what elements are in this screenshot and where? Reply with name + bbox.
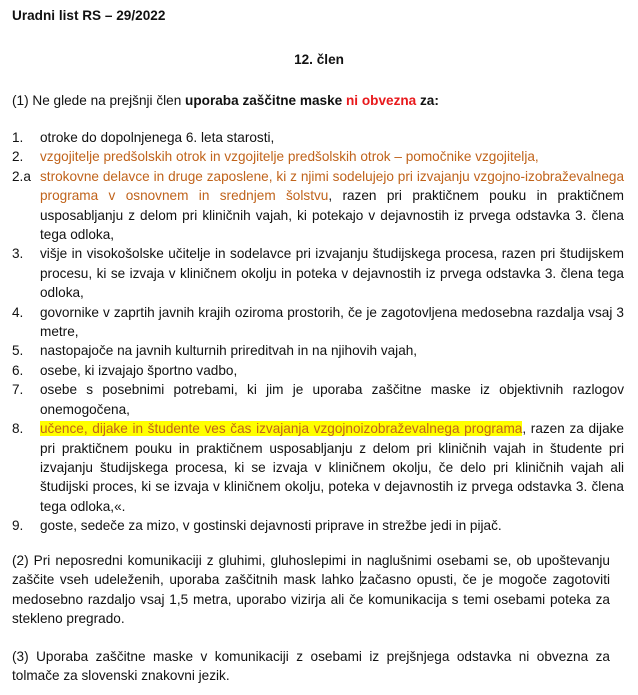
list-item-rest-text: , razen pri praktičnem pouku in praktičnem usposabljanju z delom pri kliničnih vajah, ki potekajo v dejavnostih iz prvega odstavka 3. člena tega odloka, xyxy=(40,188,624,243)
list-item xyxy=(12,419,624,516)
list-item xyxy=(12,303,624,342)
paragraph-1 xyxy=(12,92,622,109)
list-item-text: višje in visokošolske učitelje in sodelavce pri izvajanju študijskega procesa, razen pri študijskem procesu, ki se izvaja v kliničnem okolju in poteka v dejavnostih iz prvega odstavka 3. člena tega odloka, xyxy=(40,246,624,301)
paragraph-2-before: (2) Pri neposredni komunikaciji z gluhimi, gluhoslepimi in naglušnimi osebami se, ob upoštevanju zaščite vseh udeleženih, uporaba zaščitnih mask lahko xyxy=(12,553,610,588)
paragraph-1-bold: uporaba zaščitne maske xyxy=(185,93,343,108)
list-item-rest-text: , razen za dijake pri praktičnem pouku in praktičnem usposabljanju z delom pri kliničnih vajah in študente pri izvajanju študijskega procesa, ki se izvaja v kliničnem okolju, če delo pri kliničnih vajah ali študijski proces, ki se izvaja v kliničnem okolju, poteka v dejavnostih iz prvega odstavka 3. člena tega odloka,«. xyxy=(40,421,624,514)
paragraph-2-after: začasno opusti, če je mogoče zagotoviti medosebno razdaljo vsaj 1,5 metra, uporabo vizirja ali če komunikacija s temi osebami poteka za stekleno pregrado. xyxy=(12,572,611,627)
list-item-highlighted-text: učence, dijake in študente ves čas izvajanja vzgojnoizobraževalnega programa xyxy=(40,421,523,437)
list-item-text xyxy=(40,167,624,245)
list-item xyxy=(12,147,624,166)
list-item-text: govornike v zaprtih javnih krajih oziroma prostorih, če je zagotovljena medosebna razdalja vsaj 3 metre, xyxy=(40,304,624,340)
list-item xyxy=(12,244,624,302)
list-item-text: osebe s posebnimi potrebami, ki jim je uporaba zaščitne maske iz objektivnih razlogov onemogočena, xyxy=(40,382,624,417)
paragraph-3: (3) Uporaba zaščitne maske v komunikaciji z osebami iz prejšnjega odstavka ni obvezna za tolmače za slovenski znakovni jezik. xyxy=(12,649,610,684)
paragraph-2 xyxy=(12,551,610,629)
list-item-number: 4. xyxy=(12,304,24,320)
list-item xyxy=(12,341,624,360)
list-item-text: osebe, ki izvajajo športno vadbo, xyxy=(40,362,238,378)
list-item xyxy=(12,128,624,147)
list-item-text xyxy=(40,419,624,516)
list-item-text: otroke do dopolnjenega 6. leta starosti, xyxy=(40,130,275,145)
list-item-number: 5. xyxy=(12,343,24,359)
list-item xyxy=(12,516,624,535)
list-item-text: goste, sedeče za mizo, v gostinski dejavnosti priprave in strežbe jedi in pijač. xyxy=(40,518,502,534)
list-item-number: 3. xyxy=(12,246,24,262)
paragraph-1-prefix: (1) Ne glede na prejšnji člen xyxy=(12,93,186,108)
list-item-number: 1. xyxy=(12,130,24,145)
list-item xyxy=(12,361,624,380)
paragraph-1-red: ni obvezna xyxy=(345,93,417,108)
paragraph-1-suffix: za: xyxy=(416,93,439,108)
list-item-number: 2.a xyxy=(12,168,31,184)
list-item-number: 2. xyxy=(12,149,24,165)
list-item-text: vzgojitelje predšolskih otrok in vzgojitelje predšolskih otrok – pomočnike vzgojitelja, xyxy=(40,149,539,165)
list-item-orange-text: strokovne delavce in druge zaposlene, ki z njimi sodelujejo pri izvajanju vzgojno-izobraževalnega programa v osnovnem in srednjem šolstvu xyxy=(40,168,624,204)
list-item-text: nastopajoče na javnih kulturnih prireditvah in na njihovih vajah, xyxy=(40,343,418,359)
article-title: 12. člen xyxy=(294,52,344,67)
list-item-number: 7. xyxy=(12,382,24,398)
list-item xyxy=(12,380,624,419)
list-item-number: 8. xyxy=(12,421,24,437)
gazette-header: Uradni list RS – 29/2022 xyxy=(12,8,166,23)
list-item xyxy=(12,167,624,245)
list-item-number: 9. xyxy=(12,518,24,534)
exemption-list xyxy=(12,128,624,536)
list-item-number: 6. xyxy=(12,362,24,378)
